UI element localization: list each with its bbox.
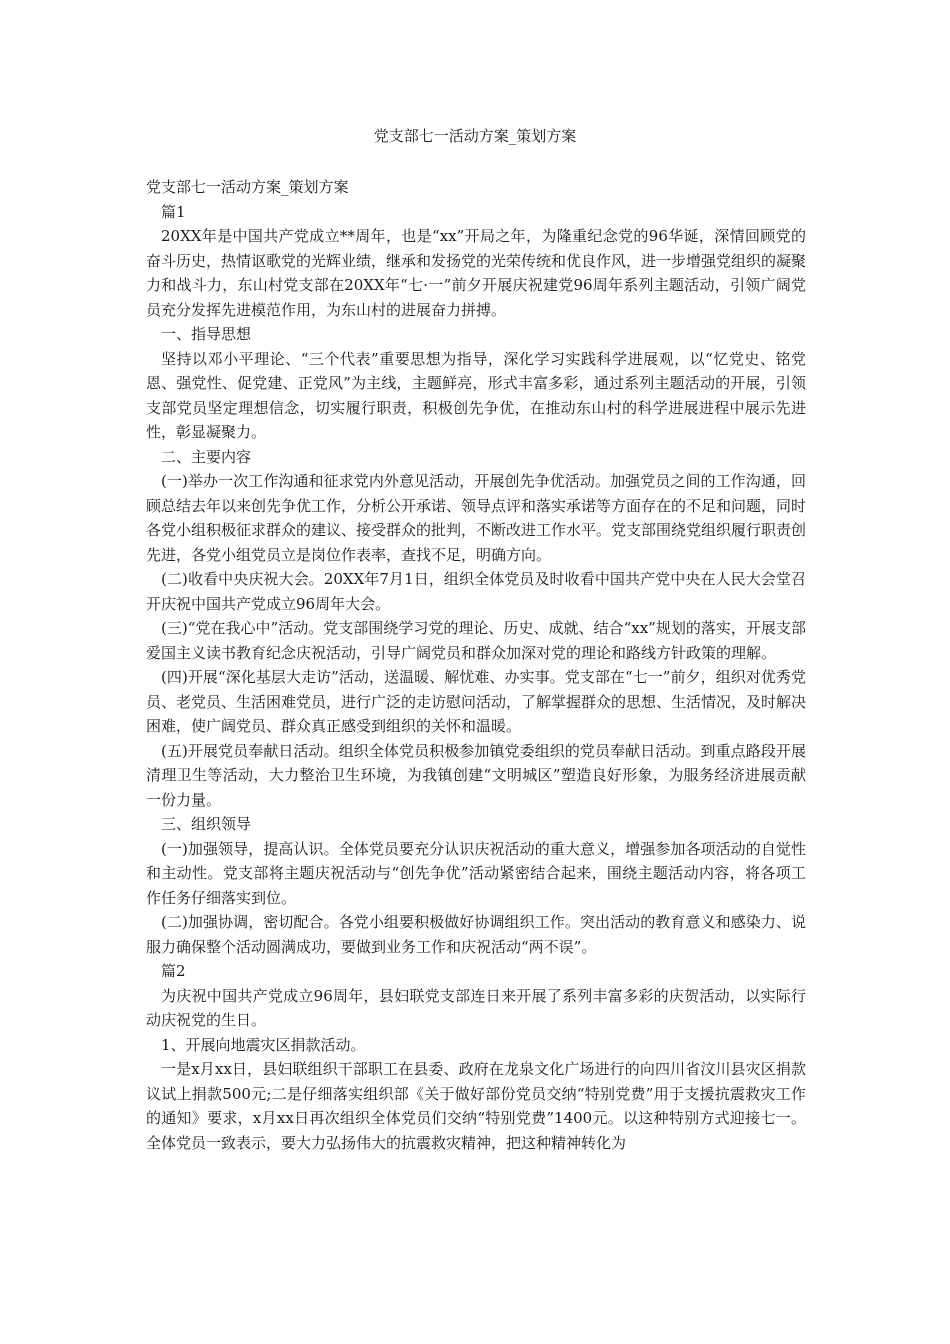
- paragraph-item-4: (四)开展“深化基层大走访”活动，送温暖、解忧难、办实事。党支部在“七一”前夕，组织对优秀党员、老党员、生活困难党员，进行广泛的走访慰问活动，了解掌握群众的思想、生活情况，及时解决困难，使广阔党员、群众真正感受到组织的关怀和温暖。: [146, 668, 807, 735]
- paragraph-item-1: (一)举办一次工作沟通和征求党内外意见活动，开展创先争优活动。加强党员之间的工作沟通，回顾总结去年以来创先争优工作，分析公开承诺、领导点评和落实承诺等方面存在的不足和问题，同时各党小组积极征求群众的建议、接受群众的批判，不断改进工作水平。党支部围绕党组织履行职责创先进，各党小组党员立是岗位作表率，查找不足，明确方向。: [146, 472, 807, 564]
- paragraph-item-3: (三)“党在我心中”活动。党支部围绕学习党的理论、历史、成就、结合“xx”规划的落实，开展支部爱国主义读书教育纪念庆祝活动，引导广阔党员和群众加深对党的理论和路线方针政策的理解。: [146, 619, 806, 662]
- paragraph-guiding-ideology: 坚持以邓小平理论、“三个代表”重要思想为指导，深化学习实践科学进展观，以“忆党史、铭党恩、强党性、促党建、正党风”为主线，主题鲜亮，形式丰富多彩，通过系列主题活动的开展，引领支部党员坚定理想信念，切实履行职责，积极创先争优，在推动东山村的科学进展进程中展示先进性，彰显凝聚力。: [146, 349, 806, 441]
- section-label-part-1: 篇1: [161, 202, 186, 221]
- section-heading-guiding-ideology: 一、指导思想: [161, 325, 252, 343]
- body-heading: 党支部七一活动方案_策划方案: [146, 178, 349, 196]
- paragraph-part2-intro: 为庆祝中国共产党成立96周年，县妇联党支部连日来开展了系列丰富多彩的庆贺活动，以实际行动庆祝党的生日。: [146, 986, 806, 1029]
- paragraph-org-1: (一)加强领导，提高认识。全体党员要充分认识庆祝活动的重大意义，增强参加各项活动的自觉性和主动性。党支部将主题庆祝活动与“创先争优”活动紧密结合起来，围绕主题活动内容，将各项工作任务仔细落实到位。: [146, 839, 806, 907]
- document-title: 党支部七一活动方案_策划方案: [373, 127, 577, 145]
- section-label-part-2: 篇2: [161, 962, 186, 980]
- paragraph-part2-heading-1: 1、开展向地震灾区捐款活动。: [161, 1035, 366, 1054]
- section-heading-main-content: 二、主要内容: [161, 447, 252, 466]
- paragraph-item-2: (二)收看中央庆祝大会。20XX年7月1日，组织全体党员及时收看中国共产党中央在人民大会堂召开庆祝中国共产党成立96周年大会。: [146, 570, 806, 613]
- paragraph-item-5: (五)开展党员奉献日活动。组织全体党员积极参加镇党委组织的党员奉献日活动。到重点路段开展清理卫生等活动，大力整治卫生环境，为我镇创建“文明城区”塑造良好形象，为服务经济进展贡献一份力量。: [146, 741, 806, 809]
- section-heading-organization: 三、组织领导: [161, 815, 252, 833]
- paragraph-org-2: (二)加强协调，密切配合。各党小组要积极做好协调组织工作。突出活动的教育意义和感染力、说服力确保整个活动圆满成功，要做到业务工作和庆祝活动“两不误”。: [146, 913, 806, 956]
- paragraph-intro: 20XX年是中国共产党成立**周年，也是“xx”开局之年，为隆重纪念党的96华诞，深情回顾党的奋斗历史，热情讴歌党的光辉业绩，继承和发扬党的光荣传统和优良作风，进一步增强党组织的凝聚力和战斗力，东山村党支部在20XX年“七·一”前夕开展庆祝建党96周年系列主题活动，引领广阔党员充分发挥先进模范作用，为东山村的进展奋力拼搏。: [146, 227, 807, 319]
- document-body: [146, 175, 806, 1155]
- paragraph-part2-body-1: 一是x月xx日，县妇联组织干部职工在县委、政府在龙泉文化广场进行的向四川省汶川县灾区捐款议试上捐款500元;二是仔细落实组织部《关于做好部份党员交纳“特别党费”用于支援抗震救灾工作的通知》要求，x月xx日再次组织全体党员们交纳“特别党费”1400元。以这种特别方式迎接七一。全体党员一致表示，要大力弘扬伟大的抗震救灾精神，把这种精神转化为: [146, 1060, 806, 1152]
